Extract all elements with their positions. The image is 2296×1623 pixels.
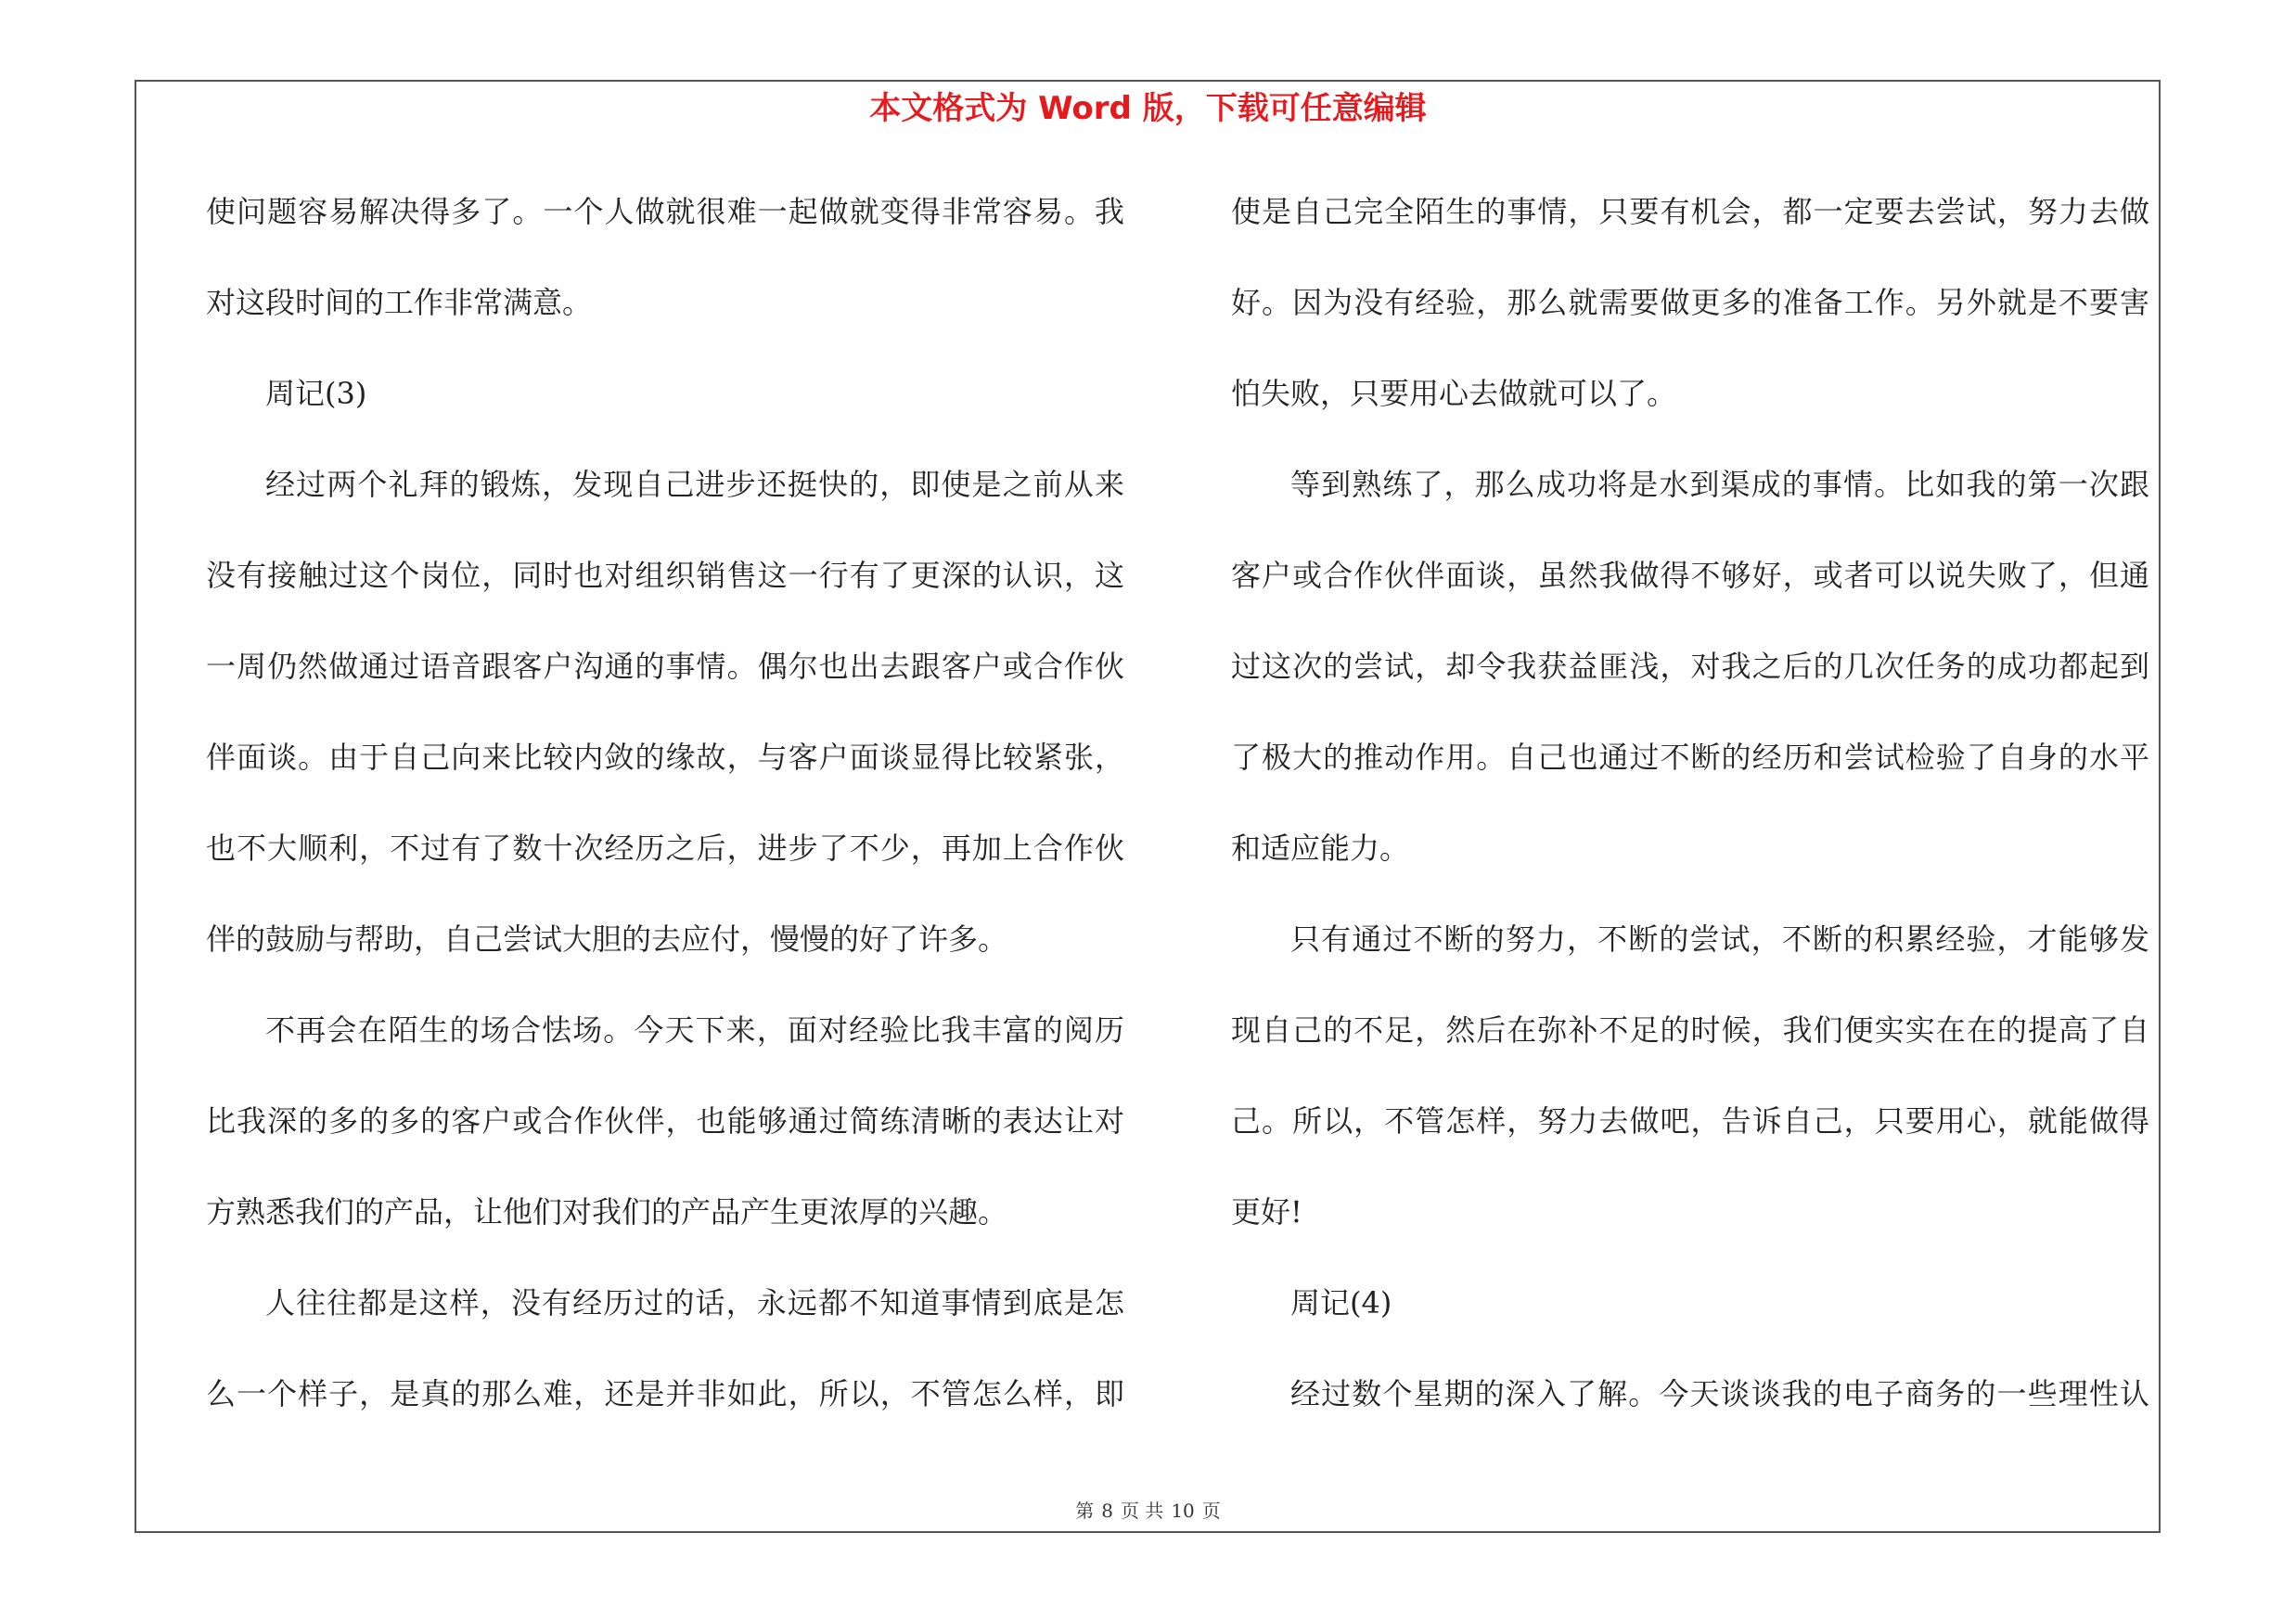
text-line: 比我深的多的多的客户或合作伙伴，也能够通过简练清晰的表达让对 — [206, 1103, 1124, 1139]
text-line: 经过两个礼拜的锻炼，发现自己进步还挺快的，即使是之前从来 — [265, 467, 1124, 502]
footer-middle: 页 共 — [1120, 1500, 1164, 1522]
text-line: 和适应能力。 — [1231, 831, 1410, 866]
text-line: 经过数个星期的深入了解。今天谈谈我的电子商务的一些理性认 — [1290, 1376, 2149, 1411]
text-line: 没有接触过这个岗位，同时也对组织销售这一行有了更深的认识，这 — [206, 558, 1124, 593]
text-line: 对这段时间的工作非常满意。 — [206, 285, 593, 320]
text-line: 周记(4) — [1290, 1285, 1392, 1320]
text-line: 人往往都是这样，没有经历过的话，永远都不知道事情到底是怎 — [265, 1285, 1124, 1320]
text-line: 过这次的尝试，却令我获益匪浅，对我之后的几次任务的成功都起到 — [1231, 649, 2149, 684]
total-pages-number: 10 — [1171, 1500, 1195, 1522]
text-line: 了极大的推动作用。自己也通过不断的经历和尝试检验了自身的水平 — [1231, 740, 2149, 775]
text-line: 现自己的不足，然后在弥补不足的时候，我们便实实在在的提高了自 — [1231, 1012, 2149, 1048]
text-line: 伴面谈。由于自己向来比较内敛的缘故，与客户面谈显得比较紧张， — [206, 740, 1124, 775]
footer-suffix: 页 — [1201, 1500, 1221, 1522]
text-line: 怕失败，只要用心去做就可以了。 — [1231, 376, 1677, 411]
footer-prefix: 第 — [1075, 1500, 1095, 1522]
word-format-banner: 本文格式为 Word 版，下载可任意编辑 — [869, 90, 1427, 127]
text-line: 伴的鼓励与帮助，自己尝试大胆的去应付，慢慢的好了许多。 — [206, 921, 1008, 957]
text-line: 己。所以，不管怎样，努力去做吧，告诉自己，只要用心，就能做得 — [1231, 1103, 2149, 1139]
text-line: 一周仍然做通过语音跟客户沟通的事情。偶尔也出去跟客户或合作伙 — [206, 649, 1124, 684]
text-line: 也不大顺利，不过有了数十次经历之后，进步了不少，再加上合作伙 — [206, 831, 1124, 866]
right-text-column — [1231, 184, 2149, 1457]
text-line: 只有通过不断的努力，不断的尝试，不断的积累经验，才能够发 — [1290, 921, 2149, 957]
left-text-column — [206, 184, 1124, 1457]
current-page-number: 8 — [1101, 1500, 1113, 1522]
text-line: 使问题容易解决得多了。一个人做就很难一起做就变得非常容易。我 — [206, 194, 1124, 229]
text-line: 客户或合作伙伴面谈，虽然我做得不够好，或者可以说失败了，但通 — [1231, 558, 2149, 593]
text-line: 使是自己完全陌生的事情，只要有机会，都一定要去尝试，努力去做 — [1231, 194, 2149, 229]
page-number-footer — [0, 1496, 2296, 1523]
text-line: 等到熟练了，那么成功将是水到渠成的事情。比如我的第一次跟 — [1290, 467, 2149, 502]
text-line: 不再会在陌生的场合怯场。今天下来，面对经验比我丰富的阅历 — [265, 1012, 1124, 1048]
text-line: 方熟悉我们的产品，让他们对我们的产品产生更浓厚的兴趣。 — [206, 1194, 1008, 1230]
text-line: 么一个样子，是真的那么难，还是并非如此，所以，不管怎么样，即 — [206, 1376, 1124, 1411]
text-line: 周记(3) — [265, 376, 367, 411]
text-line: 更好! — [1231, 1194, 1302, 1230]
text-line: 好。因为没有经验，那么就需要做更多的准备工作。另外就是不要害 — [1231, 285, 2149, 320]
